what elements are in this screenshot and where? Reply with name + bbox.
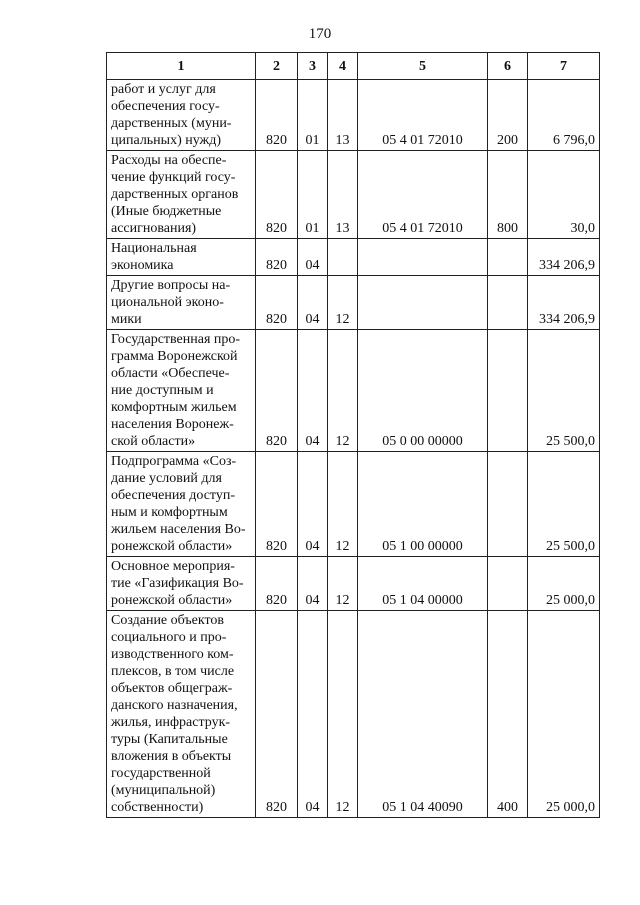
row-name-line: чение функций госу- (111, 170, 236, 185)
amount-cell: 25 500,0 (528, 452, 600, 557)
row-name-line: тие «Газификация Во- (111, 576, 244, 591)
row-name-line: мики (111, 312, 142, 327)
row-name-line: работ и услуг для (111, 82, 216, 97)
row-name-line: населения Воронеж- (111, 417, 234, 432)
section-cell: 01 (298, 151, 328, 239)
admin-code-cell: 820 (256, 239, 298, 276)
target-article-cell: 05 4 01 72010 (358, 80, 488, 151)
row-name-cell (107, 151, 256, 239)
target-article-cell: 05 4 01 72010 (358, 151, 488, 239)
row-name-line: Другие вопросы на- (111, 278, 231, 293)
section-cell: 04 (298, 239, 328, 276)
budget-table (106, 52, 600, 818)
target-article-cell: 05 1 04 40090 (358, 611, 488, 818)
row-name-cell (107, 557, 256, 611)
row-name-line: обеспечения доступ- (111, 488, 236, 503)
column-header: 2 (256, 53, 298, 80)
row-name-line: ным и комфортным (111, 505, 228, 520)
row-name-line: комфортным жильем (111, 400, 237, 415)
column-header: 1 (107, 53, 256, 80)
row-name-line: дание условий для (111, 471, 222, 486)
target-article-cell (358, 276, 488, 330)
row-name-line: государственной (111, 766, 211, 781)
section-cell: 04 (298, 330, 328, 452)
expense-type-cell (488, 452, 528, 557)
target-article-cell (358, 239, 488, 276)
column-header: 5 (358, 53, 488, 80)
column-header: 7 (528, 53, 600, 80)
subsection-cell: 12 (328, 330, 358, 452)
admin-code-cell: 820 (256, 80, 298, 151)
amount-cell: 25 000,0 (528, 557, 600, 611)
subsection-cell (328, 239, 358, 276)
row-name-line: вложения в объекты (111, 749, 232, 764)
row-name-line: плексов, в том числе (111, 664, 235, 679)
row-name-cell (107, 611, 256, 818)
admin-code-cell: 820 (256, 452, 298, 557)
row-name-line: Национальная (111, 241, 197, 256)
admin-code-cell: 820 (256, 151, 298, 239)
row-name-cell (107, 452, 256, 557)
target-article-cell: 05 1 00 00000 (358, 452, 488, 557)
table-row (107, 239, 600, 276)
row-name-line: дарственных органов (111, 187, 239, 202)
column-header: 6 (488, 53, 528, 80)
amount-cell: 334 206,9 (528, 276, 600, 330)
column-header: 3 (298, 53, 328, 80)
row-name-line: Основное мероприя- (111, 559, 235, 574)
subsection-cell: 12 (328, 611, 358, 818)
row-name-line: ние доступным и (111, 383, 214, 398)
table-row (107, 452, 600, 557)
row-name-line: грамма Воронежской (111, 349, 238, 364)
amount-cell: 25 500,0 (528, 330, 600, 452)
row-name-line: Расходы на обеспе- (111, 153, 227, 168)
expense-type-cell (488, 330, 528, 452)
section-cell: 01 (298, 80, 328, 151)
amount-cell: 30,0 (528, 151, 600, 239)
row-name-line: собственности) (111, 800, 204, 815)
row-name-line: данского назначения, (111, 698, 238, 713)
header-row (107, 53, 600, 80)
row-name-line: ципальных) нужд) (111, 133, 222, 148)
page-number: 170 (308, 26, 332, 42)
column-header: 4 (328, 53, 358, 80)
row-name-line: ассигнования) (111, 221, 197, 236)
row-name-line: Создание объектов (111, 613, 225, 628)
subsection-cell: 13 (328, 80, 358, 151)
section-cell: 04 (298, 452, 328, 557)
row-name-line: Подпрограмма «Соз- (111, 454, 237, 469)
expense-type-cell (488, 276, 528, 330)
row-name-line: дарственных (муни- (111, 116, 232, 131)
subsection-cell: 12 (328, 557, 358, 611)
row-name-line: жильем населения Во- (111, 522, 246, 537)
table-row (107, 557, 600, 611)
row-name-line: ронежской области» (111, 593, 233, 608)
admin-code-cell: 820 (256, 276, 298, 330)
subsection-cell: 12 (328, 452, 358, 557)
row-name-line: ронежской области» (111, 539, 233, 554)
row-name-line: Государственная про- (111, 332, 241, 347)
table-row (107, 611, 600, 818)
admin-code-cell: 820 (256, 611, 298, 818)
row-name-line: изводственного ком- (111, 647, 234, 662)
subsection-cell: 13 (328, 151, 358, 239)
row-name-line: области «Обеспече- (111, 366, 230, 381)
table-body (107, 80, 600, 818)
row-name-line: циональной эконо- (111, 295, 224, 310)
table-row (107, 151, 600, 239)
table-row (107, 330, 600, 452)
row-name-line: ской области» (111, 434, 196, 449)
row-name-cell (107, 80, 256, 151)
row-name-cell (107, 330, 256, 452)
row-name-line: социального и про- (111, 630, 227, 645)
section-cell: 04 (298, 611, 328, 818)
table-row (107, 276, 600, 330)
target-article-cell: 05 0 00 00000 (358, 330, 488, 452)
admin-code-cell: 820 (256, 557, 298, 611)
row-name-cell (107, 276, 256, 330)
row-name-line: (Иные бюджетные (111, 204, 222, 219)
amount-cell: 6 796,0 (528, 80, 600, 151)
expense-type-cell: 200 (488, 80, 528, 151)
row-name-line: обеспечения госу- (111, 99, 220, 114)
target-article-cell: 05 1 04 00000 (358, 557, 488, 611)
row-name-line: жилья, инфраструк- (111, 715, 231, 730)
row-name-line: (муниципальной) (111, 783, 216, 798)
section-cell: 04 (298, 276, 328, 330)
amount-cell: 334 206,9 (528, 239, 600, 276)
table-row (107, 80, 600, 151)
row-name-line: экономика (111, 258, 174, 273)
row-name-cell (107, 239, 256, 276)
row-name-line: объектов общеграж- (111, 681, 233, 696)
row-name-line: туры (Капитальные (111, 732, 228, 747)
expense-type-cell (488, 557, 528, 611)
admin-code-cell: 820 (256, 330, 298, 452)
amount-cell: 25 000,0 (528, 611, 600, 818)
expense-type-cell (488, 239, 528, 276)
section-cell: 04 (298, 557, 328, 611)
expense-type-cell: 800 (488, 151, 528, 239)
expense-type-cell: 400 (488, 611, 528, 818)
subsection-cell: 12 (328, 276, 358, 330)
